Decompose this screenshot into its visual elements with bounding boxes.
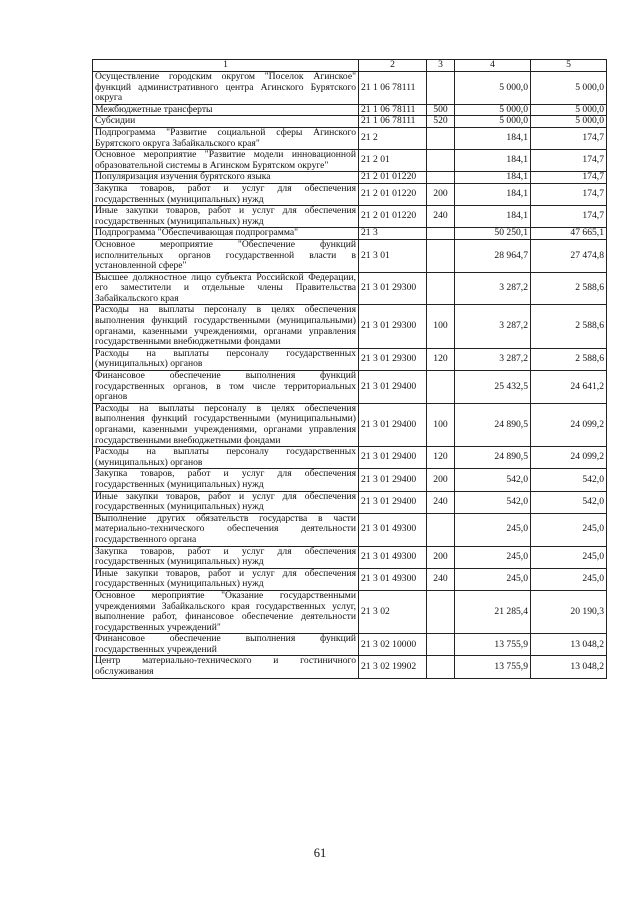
table-row (93, 568, 607, 590)
row-name-cell: Иные закупки товаров, работ и услуг для обеспечения государственных (муниципальных) нужд (93, 568, 359, 590)
row-amount-col5-cell: 2 588,6 (531, 348, 607, 370)
row-expense-type-cell (427, 172, 455, 184)
row-name-cell: Основное мероприятие "Развитие модели инновационной образовательной системы в Агинском Бурятском округе" (93, 150, 359, 172)
header-col-1: 1 (93, 60, 359, 72)
row-expense-type-cell: 200 (427, 183, 455, 205)
row-amount-col5-cell: 47 665,1 (531, 228, 607, 240)
row-amount-col4-cell: 28 964,7 (455, 239, 531, 272)
table-row (93, 634, 607, 656)
row-amount-col5-cell: 174,7 (531, 150, 607, 172)
header-col-5: 5 (531, 60, 607, 72)
row-amount-col4-cell: 5 000,0 (455, 72, 531, 105)
row-name-cell: Иные закупки товаров, работ и услуг для обеспечения государственных (муниципальных) нужд (93, 491, 359, 513)
table-row (93, 348, 607, 370)
row-name-cell: Субсидии (93, 116, 359, 128)
row-expense-type-cell (427, 656, 455, 678)
row-amount-col5-cell: 5 000,0 (531, 104, 607, 116)
row-expense-type-cell (427, 513, 455, 546)
row-code-cell: 21 3 01 29300 (359, 348, 427, 370)
row-amount-col5-cell: 174,7 (531, 172, 607, 184)
table-row (93, 403, 607, 446)
row-code-cell: 21 3 01 29300 (359, 305, 427, 348)
row-expense-type-cell (427, 127, 455, 149)
row-amount-col4-cell: 3 287,2 (455, 305, 531, 348)
row-name-cell: Расходы на выплаты персоналу государственных (муниципальных) органов (93, 348, 359, 370)
row-name-cell: Расходы на выплаты персоналу государственных (муниципальных) органов (93, 447, 359, 469)
row-amount-col5-cell: 27 474,8 (531, 239, 607, 272)
table-row (93, 371, 607, 404)
row-expense-type-cell: 200 (427, 469, 455, 491)
row-code-cell: 21 3 02 19902 (359, 656, 427, 678)
row-amount-col4-cell: 3 287,2 (455, 348, 531, 370)
table-row (93, 150, 607, 172)
row-amount-col5-cell: 5 000,0 (531, 72, 607, 105)
table-row (93, 127, 607, 149)
row-amount-col4-cell: 24 890,5 (455, 447, 531, 469)
row-name-cell: Закупка товаров, работ и услуг для обеспечения государственных (муниципальных) нужд (93, 469, 359, 491)
row-expense-type-cell: 240 (427, 568, 455, 590)
table-row (93, 590, 607, 633)
row-amount-col4-cell: 13 755,9 (455, 656, 531, 678)
row-amount-col4-cell: 184,1 (455, 127, 531, 149)
row-code-cell: 21 2 01 01220 (359, 183, 427, 205)
row-amount-col4-cell: 25 432,5 (455, 371, 531, 404)
row-amount-col4-cell: 184,1 (455, 172, 531, 184)
row-expense-type-cell (427, 371, 455, 404)
table-row (93, 546, 607, 568)
row-amount-col4-cell: 13 755,9 (455, 634, 531, 656)
row-code-cell: 21 2 01 01220 (359, 206, 427, 228)
row-code-cell: 21 3 01 29400 (359, 491, 427, 513)
row-name-cell: Подпрограмма "Развитие социальной сферы Агинского Бурятского округа Забайкальского края" (93, 127, 359, 149)
table-row (93, 206, 607, 228)
header-col-2: 2 (359, 60, 427, 72)
row-code-cell: 21 1 06 78111 (359, 72, 427, 105)
row-amount-col5-cell: 2 588,6 (531, 305, 607, 348)
table-row (93, 172, 607, 184)
row-code-cell: 21 3 01 29400 (359, 371, 427, 404)
row-amount-col4-cell: 21 285,4 (455, 590, 531, 633)
row-expense-type-cell (427, 634, 455, 656)
row-expense-type-cell (427, 590, 455, 633)
row-code-cell: 21 3 01 (359, 239, 427, 272)
row-code-cell: 21 2 01 (359, 150, 427, 172)
table-row (93, 305, 607, 348)
row-code-cell: 21 3 01 29300 (359, 272, 427, 305)
row-amount-col5-cell: 245,0 (531, 546, 607, 568)
table-row (93, 656, 607, 678)
row-code-cell: 21 3 (359, 228, 427, 240)
row-code-cell: 21 3 01 49300 (359, 513, 427, 546)
table-row (93, 116, 607, 128)
row-expense-type-cell: 120 (427, 348, 455, 370)
row-amount-col5-cell: 542,0 (531, 491, 607, 513)
row-expense-type-cell: 100 (427, 403, 455, 446)
row-name-cell: Иные закупки товаров, работ и услуг для обеспечения государственных (муниципальных) нужд (93, 206, 359, 228)
row-name-cell: Основное мероприятие "Обеспечение функций исполнительных органов государственной власти в установленной сфере" (93, 239, 359, 272)
row-code-cell: 21 3 02 (359, 590, 427, 633)
row-amount-col5-cell: 24 099,2 (531, 403, 607, 446)
table-row (93, 272, 607, 305)
row-amount-col4-cell: 3 287,2 (455, 272, 531, 305)
table-row (93, 228, 607, 240)
row-amount-col5-cell: 13 048,2 (531, 634, 607, 656)
row-amount-col4-cell: 245,0 (455, 513, 531, 546)
row-amount-col4-cell: 184,1 (455, 206, 531, 228)
row-code-cell: 21 3 01 29400 (359, 403, 427, 446)
row-code-cell: 21 2 (359, 127, 427, 149)
row-amount-col4-cell: 542,0 (455, 491, 531, 513)
row-name-cell: Высшее должностное лицо субъекта Российской Федерации, его заместители и отдельные члены Правительства Забайкальского края (93, 272, 359, 305)
table-row (93, 104, 607, 116)
row-amount-col5-cell: 542,0 (531, 469, 607, 491)
row-expense-type-cell (427, 272, 455, 305)
row-expense-type-cell: 500 (427, 104, 455, 116)
row-expense-type-cell (427, 239, 455, 272)
row-name-cell: Закупка товаров, работ и услуг для обеспечения государственных (муниципальных) нужд (93, 546, 359, 568)
table-body (93, 72, 607, 679)
row-expense-type-cell (427, 228, 455, 240)
row-code-cell: 21 1 06 78111 (359, 104, 427, 116)
page-number: 61 (313, 846, 327, 860)
row-amount-col5-cell: 20 190,3 (531, 590, 607, 633)
row-amount-col5-cell: 174,7 (531, 127, 607, 149)
row-amount-col5-cell: 5 000,0 (531, 116, 607, 128)
row-expense-type-cell: 240 (427, 491, 455, 513)
row-expense-type-cell (427, 150, 455, 172)
row-amount-col4-cell: 245,0 (455, 568, 531, 590)
table-row (93, 72, 607, 105)
row-amount-col5-cell: 24 641,2 (531, 371, 607, 404)
row-code-cell: 21 3 01 29400 (359, 469, 427, 491)
row-expense-type-cell: 200 (427, 546, 455, 568)
table-row (93, 469, 607, 491)
table-row (93, 183, 607, 205)
row-amount-col5-cell: 245,0 (531, 568, 607, 590)
table-row (93, 491, 607, 513)
row-amount-col4-cell: 184,1 (455, 183, 531, 205)
row-amount-col4-cell: 50 250,1 (455, 228, 531, 240)
header-row (93, 60, 607, 72)
row-amount-col5-cell: 245,0 (531, 513, 607, 546)
row-code-cell: 21 3 02 10000 (359, 634, 427, 656)
row-code-cell: 21 1 06 78111 (359, 116, 427, 128)
row-amount-col4-cell: 184,1 (455, 150, 531, 172)
table-row (93, 239, 607, 272)
row-name-cell: Центр материально-технического и гостиничного обслуживания (93, 656, 359, 678)
row-amount-col4-cell: 24 890,5 (455, 403, 531, 446)
row-amount-col5-cell: 2 588,6 (531, 272, 607, 305)
header-col-3: 3 (427, 60, 455, 72)
header-col-4: 4 (455, 60, 531, 72)
row-expense-type-cell: 240 (427, 206, 455, 228)
row-name-cell: Расходы на выплаты персоналу в целях обеспечения выполнения функций государственными (муниципальными) органами, казенными учреждениями, органами управления государственными внебюджетными фондами (93, 403, 359, 446)
row-expense-type-cell (427, 72, 455, 105)
table-row (93, 447, 607, 469)
row-amount-col4-cell: 542,0 (455, 469, 531, 491)
row-amount-col5-cell: 13 048,2 (531, 656, 607, 678)
row-name-cell: Основное мероприятие "Оказание государственными учреждениями Забайкальского края государственных услуг, выполнение работ, финансовое обеспечение деятельности государственных учреждений" (93, 590, 359, 633)
row-name-cell: Подпрограмма "Обеспечивающая подпрограмма" (93, 228, 359, 240)
table-row (93, 513, 607, 546)
row-amount-col4-cell: 245,0 (455, 546, 531, 568)
row-expense-type-cell: 520 (427, 116, 455, 128)
row-code-cell: 21 2 01 01220 (359, 172, 427, 184)
row-name-cell: Выполнение других обязательств государства в части материально-технического обеспечения деятельности государственного органа (93, 513, 359, 546)
row-name-cell: Популяризация изучения бурятского языка (93, 172, 359, 184)
row-name-cell: Финансовое обеспечение выполнения функций государственных органов, в том числе территориальных органов (93, 371, 359, 404)
row-code-cell: 21 3 01 29400 (359, 447, 427, 469)
row-amount-col5-cell: 174,7 (531, 183, 607, 205)
row-amount-col4-cell: 5 000,0 (455, 104, 531, 116)
row-name-cell: Расходы на выплаты персоналу в целях обеспечения выполнения функций государственными (муниципальными) органами, казенными учреждениями, органами управления государственными внебюджетными фондами (93, 305, 359, 348)
row-expense-type-cell: 120 (427, 447, 455, 469)
row-expense-type-cell: 100 (427, 305, 455, 348)
budget-table (92, 59, 607, 679)
row-code-cell: 21 3 01 49300 (359, 568, 427, 590)
row-amount-col5-cell: 24 099,2 (531, 447, 607, 469)
row-name-cell: Осуществление городским округом "Поселок Агинское" функций административного центра Агинского Бурятского округа (93, 72, 359, 105)
row-amount-col5-cell: 174,7 (531, 206, 607, 228)
row-code-cell: 21 3 01 49300 (359, 546, 427, 568)
row-name-cell: Закупка товаров, работ и услуг для обеспечения государственных (муниципальных) нужд (93, 183, 359, 205)
row-name-cell: Межбюджетные трансферты (93, 104, 359, 116)
row-name-cell: Финансовое обеспечение выполнения функций государственных учреждений (93, 634, 359, 656)
row-amount-col4-cell: 5 000,0 (455, 116, 531, 128)
